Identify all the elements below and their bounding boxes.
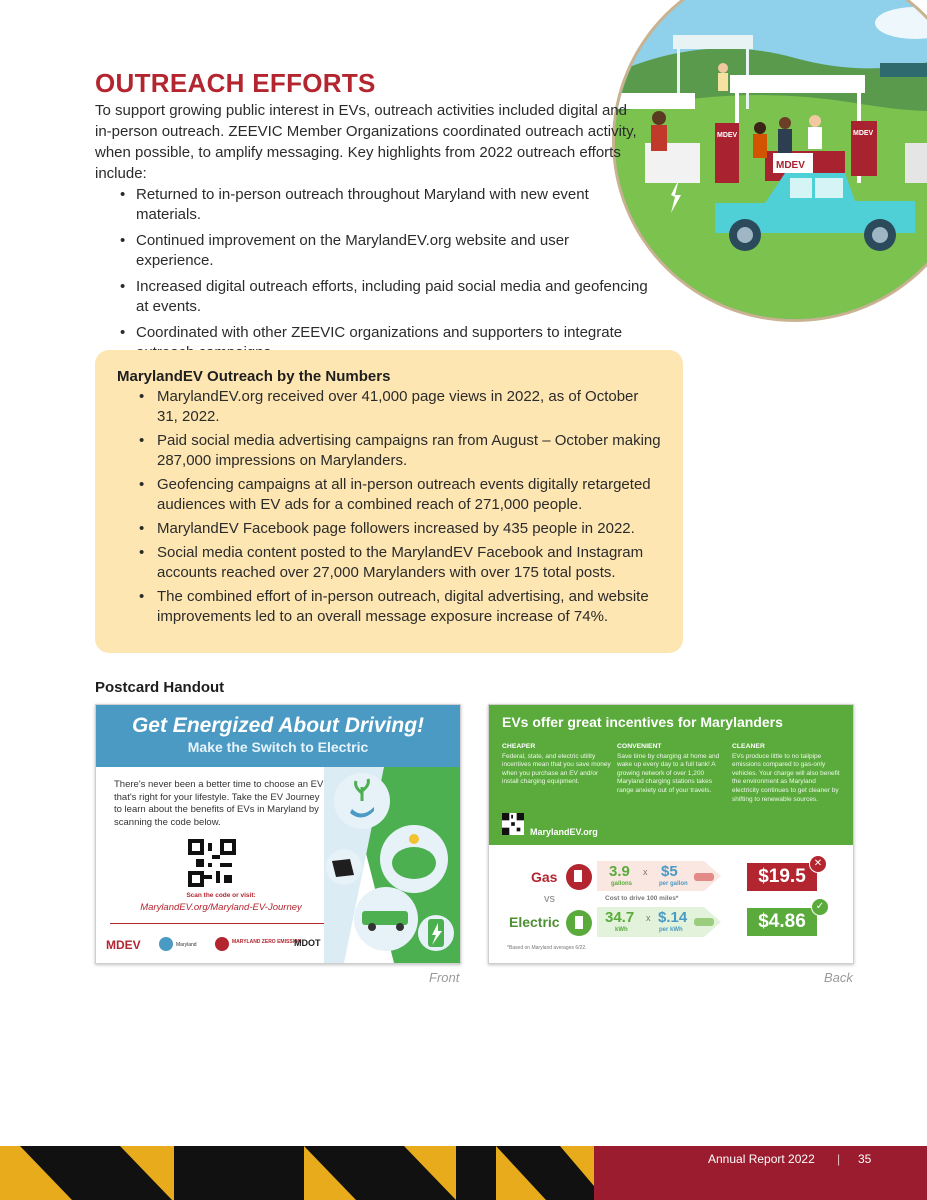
multiply-sign: x [643, 867, 648, 877]
list-item: • Paid social media advertising campaigns ran from August – October making 287,000 impressions on Marylanders. [137, 431, 661, 471]
column-heading: CLEANER [732, 743, 765, 750]
postcard-heading: Postcard Handout [95, 679, 225, 696]
list-item: • MarylandEV.org received over 41,000 page views in 2022, as of October 31, 2022. [137, 387, 661, 427]
piggy-bank-icon [392, 847, 436, 879]
front-header-band [96, 705, 460, 767]
md-energy-logo: Maryland [176, 942, 197, 948]
page-title: OUTREACH EFFORTS [95, 68, 376, 98]
outreach-event-illustration [612, 0, 927, 322]
partner-logos [104, 931, 332, 957]
footer-label: Annual Report 2022 [708, 1152, 815, 1166]
booth-flag-right-text: MDEV [853, 130, 874, 137]
list-item: • Returned to in-person outreach throughout Maryland with new event materials. [118, 185, 648, 225]
intro-paragraph: To support growing public interest in EVs, outreach activities included digital and in-person outreach. ZEEVIC Member Organizations coordinated outreach activity, when possible, to amplify messaging. Key highlights from 2022 outreach efforts include: [95, 102, 637, 182]
zero-emission-logo: MARYLAND ZERO EMISSION [232, 939, 302, 945]
gas-quantity: 3.9 [609, 863, 630, 880]
footer-separator: | [837, 1152, 841, 1166]
gas-price-unit: per gallon [659, 881, 688, 887]
back-site-label: MarylandEV.org [530, 827, 598, 837]
gas-label: Gas [531, 869, 558, 885]
list-item: • Coordinated with other ZEEVIC organizations and supporters to integrate [118, 323, 648, 363]
column-heading: CHEAPER [502, 743, 536, 750]
electric-car-icon [694, 918, 714, 926]
page-number: 35 [858, 1152, 872, 1166]
x-mark-icon: ✕ [809, 855, 827, 873]
scan-instructions: Scan the code or visit: [186, 892, 256, 899]
gas-price: $5 [661, 863, 678, 880]
list-item: • Geofencing campaigns at all in-person outreach events digitally retargeted audiences with EV ads for a combined reach of 271,000 people. [137, 475, 661, 515]
mdot-logo: MDOT [294, 938, 321, 948]
list-item: • Increased digital outreach efforts, including paid social media and geofencing at events. [118, 277, 648, 317]
cleaner-column [732, 743, 842, 804]
column-text: Save time by charging at home and wake up every day to a full tank! A growing network of over 1,200 Maryland charging stations takes range anxiety out of your travels. [617, 752, 720, 794]
gas-quantity-unit: gallons [611, 881, 633, 887]
front-url: MarylandEV.org/Maryland-EV-Journey [140, 902, 302, 913]
convenient-column [617, 743, 727, 796]
highlights-list [118, 185, 648, 369]
list-item: • Social media content posted to the MarylandEV Facebook and Instagram accounts reached over 27,000 Marylanders with over 175 total posts. [137, 543, 661, 583]
gas-car-icon [694, 873, 714, 881]
back-title: EVs offer great incentives for Marylanders [502, 714, 783, 730]
booth-flag-left-text: MDEV [717, 132, 738, 139]
divider [110, 923, 325, 924]
electric-label: Electric [509, 914, 560, 930]
list-item: • Continued improvement on the MarylandEV.org website and user experience. [118, 231, 648, 271]
qr-code-icon [502, 813, 524, 835]
electric-quantity: 34.7 [605, 909, 635, 926]
numbers-list [117, 387, 661, 627]
electric-quantity-unit: kWh [615, 927, 628, 933]
postcard-back [488, 704, 854, 964]
postcard-front [95, 704, 461, 964]
front-illustration [324, 767, 460, 963]
cost-label: Cost to drive 100 miles* [605, 895, 679, 902]
front-subtitle: Make the Switch to Electric [187, 739, 369, 755]
back-header [489, 705, 853, 845]
footnote: *Based on Maryland averages 6/22. [507, 945, 587, 951]
front-title: Get Energized About Driving! [131, 714, 425, 737]
column-text: Federal, state, and electric utility incentives mean that you save money when you purchase an EV and/or install charging equipment. [502, 752, 611, 786]
front-body-text: There's never been a better time to choose an EV that's right for your lifestyle. Take the EV Journey to learn about the benefits of EVs in Maryland by scanning the code below. [114, 779, 324, 828]
outreach-numbers-callout [95, 350, 683, 653]
electric-total: $4.86 [747, 908, 817, 936]
mdev-logo: MDEV [106, 938, 141, 952]
column-heading: CONVENIENT [617, 743, 662, 750]
truck-icon [362, 911, 408, 925]
check-mark-icon: ✓ [811, 898, 829, 916]
cheaper-column [502, 743, 612, 787]
list-item: • MarylandEV Facebook page followers increased by 435 people in 2022. [137, 519, 661, 539]
callout-heading: MarylandEV Outreach by the Numbers [117, 368, 391, 385]
back-caption: Back [824, 970, 853, 985]
qr-code-icon [188, 839, 236, 887]
column-text: EVs produce little to no tailpipe emissions compared to gas-only vehicles. Your charge will also benefit the environment as Maryland electricity continues to get cleaner by shifting to renewable sources. [732, 752, 840, 803]
front-caption: Front [429, 970, 460, 985]
booth-sign-text: MDEV [776, 160, 805, 171]
multiply-sign: x [646, 913, 651, 923]
list-item: • The combined effort of in-person outreach, digital advertising, and website improvements led to an overall message exposure increase of 74%. [137, 587, 661, 627]
electric-price-unit: per kWh [659, 927, 683, 933]
vs-label: vs [544, 893, 555, 905]
electric-price: $.14 [658, 909, 688, 926]
gas-total: $19.5 [747, 863, 817, 891]
